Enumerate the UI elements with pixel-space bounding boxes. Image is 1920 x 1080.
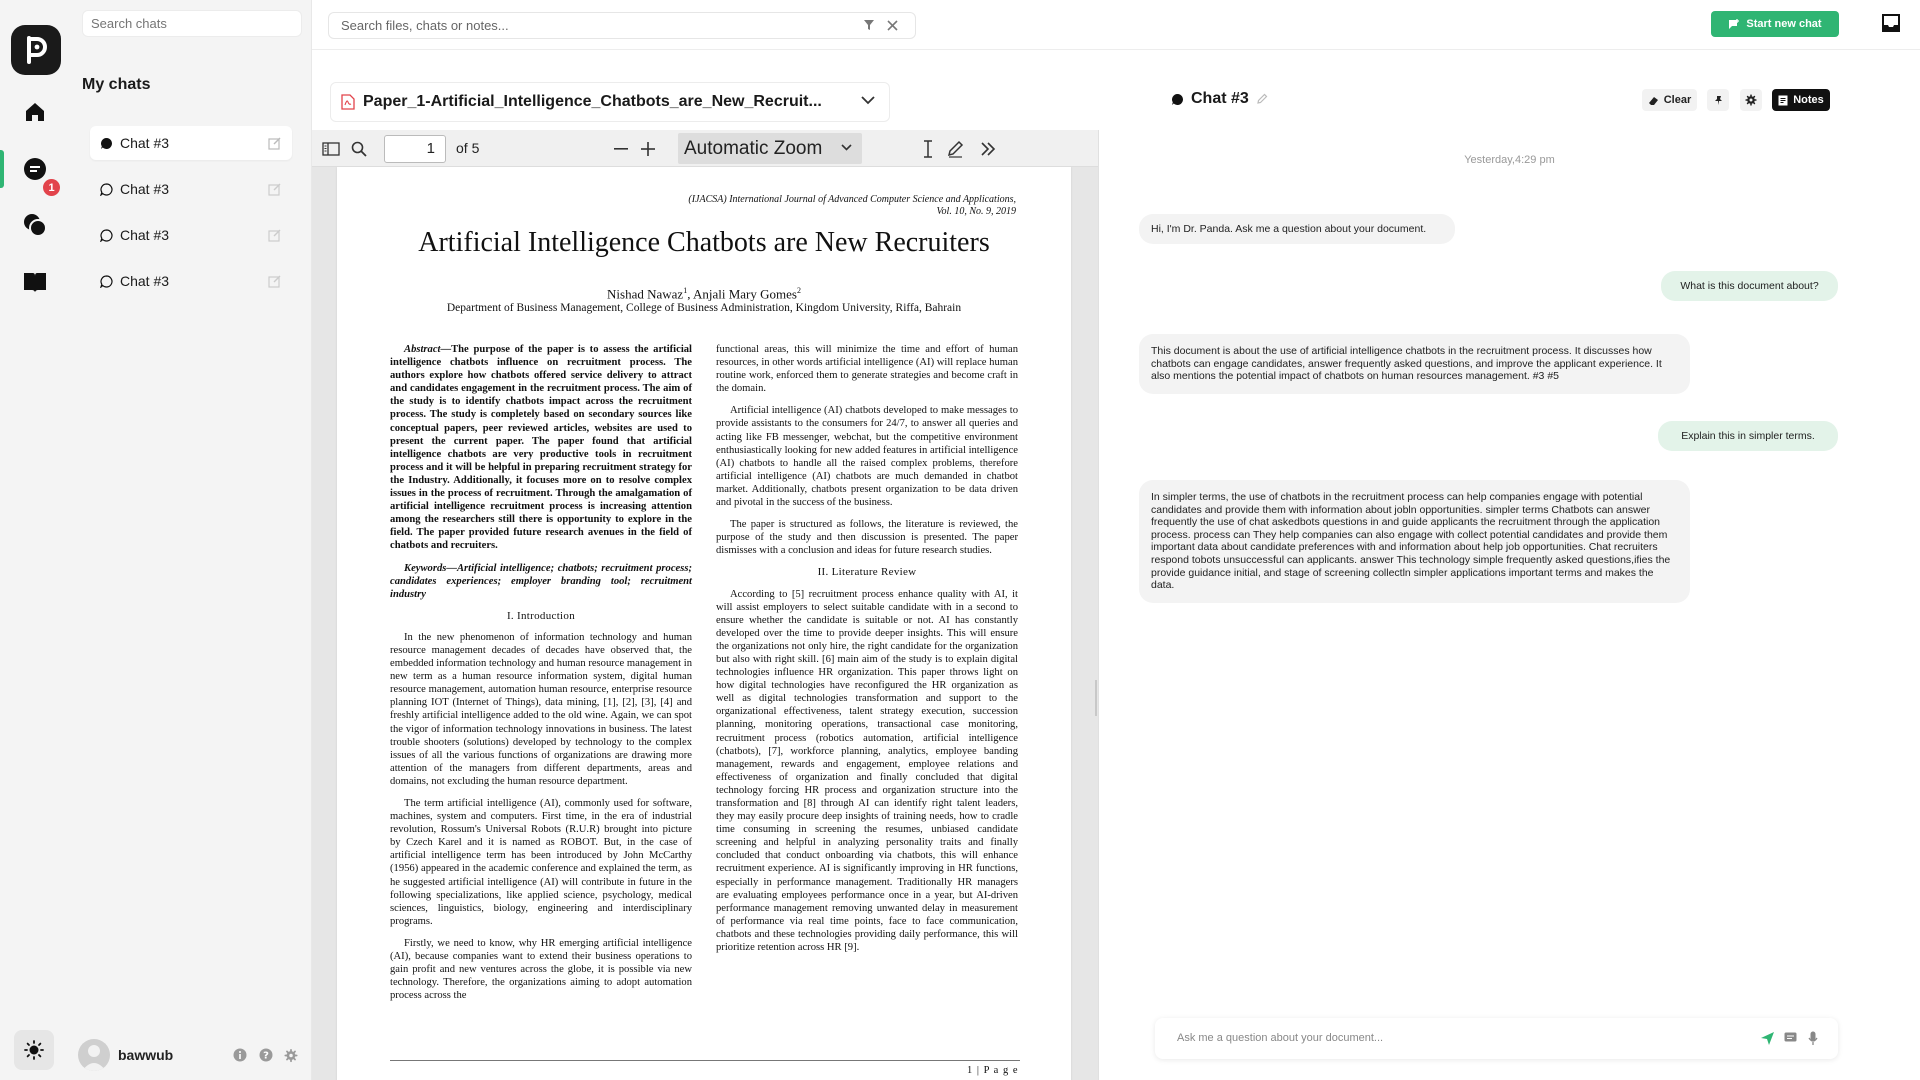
edit-icon[interactable] <box>268 136 282 150</box>
chat-list-item[interactable] <box>90 218 292 252</box>
global-search-input[interactable] <box>328 12 916 39</box>
document-title: Paper_1-Artificial_Intelligence_Chatbots_are_New_Recruit... <box>363 93 822 110</box>
keywords-text: —Artificial intelligence; chatbots; recruitment process; candidates experiences; employer branding tool; recruitment industry <box>390 562 692 600</box>
chat-bubble-icon <box>100 229 113 242</box>
chat-item-label: Chat #3 <box>120 227 170 243</box>
chat-bubble-icon <box>100 137 113 150</box>
chevron-down-icon <box>841 144 852 151</box>
page-number-input[interactable]: 1 <box>384 135 446 163</box>
avatar[interactable] <box>78 1039 110 1071</box>
abstract <box>390 343 692 553</box>
home-icon[interactable] <box>16 93 54 131</box>
section-heading: I. Introduction <box>506 609 576 622</box>
top-bar <box>312 0 1920 50</box>
journal-line: (IJACSA) International Journal of Advanced Computer Science and Applications, <box>688 194 1016 205</box>
user-profile-row <box>70 1030 312 1080</box>
chat-title: Chat #3 <box>1191 90 1249 107</box>
paper-column-left <box>390 343 692 1011</box>
pdf-page <box>337 167 1071 1080</box>
my-chats-heading: My chats <box>82 76 151 93</box>
chat-settings-button[interactable] <box>1740 89 1762 111</box>
icon-rail <box>0 0 70 1080</box>
bot-message: In simpler terms, the use of chatbots in the recruitment process can help companies engage with potential candidates and provide them with information about jobln opportunities. simpler terms Chatbots can answer frequently the use of chat askedbots questions in and guide applicants the recruitment through the application process. process can They help companies can also engage with collect potential candidates and provide them important data about candidate preferences with and information about help job opportunities. Chat recruiters respond tobots unsuccessful can applicants. answer This technology simple frequently asked questions,ifies the provide guidance initial, and stage of screening collectln simpler applications important terms and makes the data. <box>1139 480 1690 603</box>
info-icon[interactable] <box>233 1048 247 1062</box>
filter-icon[interactable] <box>863 19 875 31</box>
text-select-icon[interactable] <box>918 139 938 159</box>
chevron-down-icon <box>861 96 875 105</box>
pin-icon <box>1713 95 1724 106</box>
chat-list-item[interactable] <box>90 264 292 298</box>
library-book-icon[interactable] <box>16 263 54 301</box>
paragraph: Firstly, we need to know, why HR emerging artificial intelligence (AI), because companies want to extend their business operations to gain profit and new ventures across the globe, it is possible via new technology. Therefore, the organizations aiming to adopt automation process across the <box>390 937 692 1002</box>
message-timestamp: Yesterday,4:29 pm <box>1464 154 1555 166</box>
chat-item-label: Chat #3 <box>120 135 170 151</box>
rail-active-indicator <box>0 150 4 188</box>
settings-gear-icon[interactable] <box>284 1048 298 1062</box>
search-chats-input[interactable] <box>82 10 302 37</box>
message-template-icon[interactable] <box>1784 1032 1797 1044</box>
paragraph: Artificial intelligence (AI) chatbots developed to make messages to provide assistants to the consumers for 24/7, to answer all queries and acting like FB messenger, webchat, but the competitive environment enthusiastically looking for new added features in artificial intelligence (AI) chatbots to handle all the raised complex problems, therefore artificial intelligence (AI) chatbots are much demanded in chatbot market. Additionally, chatbots present organization to be data driven and pivotal in the success of the business. <box>716 405 1018 509</box>
pdf-viewer[interactable] <box>312 167 1098 1080</box>
chat-pane <box>1099 50 1920 1080</box>
paragraph: According to [5] recruitment process enhance quality with AI, it will assist employers to select suitable candidate with in a second to ensure whether the candidate is suitable or not. AI has constantly developed over the time to provide deeper insights. This will ensure the organizations not only hire, the right candidate for the organization but also with right skill. [6] main aim of the study is to explain digital technologies influence HR organization. This paper throws light on how digital technologies have reconfigured the HR organization as well as digital technologies transformation and support to the organizational effectiveness, talent strategy execution, succession planning, monitoring operations, transactional case monitoring, recruitment process (robotics automation, artificial intelligence (chatbots), [7], workforce planning, analytics, employee banding management, rewards and engagement, employee relations and effectiveness of organization and finally concluded that digital technology forcing HR process and organization structure into the transformation and [8] through AI can identify right talent leaders, they may easily procure deep insights of training needs, how to cradle time consuming in screening the resumes, unbiased candidate screening and helpful in analyzing personality traits and finally concluded that conduct onboarding via chatbots, this will enhance recruitment experience. AI is significantly improving in HR functions, especially in performance management. Traditionally HR managers are evaluating employees performance once in a year, but AI-driven performance management removing unwanted delay in measurement of performance via real time points, face to face communication, chatbots and these technologies providing daily performance, this will prioritize retention across HR [9]. <box>716 588 1018 954</box>
chat-bubble-icon <box>100 275 113 288</box>
chat-sidebar <box>70 0 312 1080</box>
author-text: Nishad Nawaz <box>607 286 684 302</box>
notes-button[interactable] <box>1772 89 1830 111</box>
chat-item-label: Chat #3 <box>120 273 170 289</box>
clear-label: Clear <box>1663 94 1692 106</box>
close-icon[interactable] <box>887 20 898 31</box>
paper-column-right <box>716 343 1018 963</box>
username: bawwub <box>118 1047 174 1063</box>
pdf-file-icon <box>341 94 355 110</box>
zoom-value: Automatic Zoom <box>684 138 823 159</box>
zoom-out-icon[interactable] <box>611 139 631 159</box>
chat-list-item[interactable] <box>90 172 292 206</box>
paper-title: Artificial Intelligence Chatbots are New Recruiters <box>418 227 990 258</box>
paper-affiliation: Department of Business Management, College of Business Administration, Kingdom University, Riffa, Bahrain <box>446 302 962 314</box>
footer-rule <box>390 1060 1020 1061</box>
paragraph: The term artificial intelligence (AI), commonly used for software, machines, system and computers. First time, in the era of industrial revolution, Rossum's Universal Robots (R.U.R) brought into picture by Czech Karel and it is named as ROBOT. But, in the case of artificial intelligence term has been introduced by John McCarthy (1956) appeared in the academic conference and explained the term, as he suggested artificial intelligence (AI) will contribute in future in the following specializations, like applied science, psychology, medical sciences, linguistics, biology, engineering and interdisciplinary programs. <box>390 798 692 927</box>
pdf-toolbar <box>312 130 1098 167</box>
logo-icon <box>21 34 51 66</box>
edit-icon[interactable] <box>268 274 282 288</box>
edit-icon[interactable] <box>268 228 282 242</box>
chat-bubble-icon <box>100 183 113 196</box>
chat-bubble-icon <box>1171 93 1184 106</box>
page-footer-number: 1 | P a g e <box>967 1065 1019 1076</box>
paragraph: In the new phenomenon of information technology and human resource management decades of decades have observed that, the embedded information technology and human resource management in new term as a human resource information system, digital human resource management, automation human resource, enterprise resource planning IOT (Internet of Things), data mining, [1], [2], [3], [4] and freshly artificial intelligence added to the old wine. Again, we can spot the vigor of information technology innovations in business. The latest trouble shooters (solutions) developed by technology to the complex issues of all the various functions of organizations are drawing more attention of the managers from different departments, areas and domains, not excluding the human resource department. <box>390 631 692 787</box>
help-icon[interactable] <box>259 1048 273 1062</box>
sidebar-toggle-icon[interactable] <box>321 139 341 159</box>
notes-icon <box>1778 95 1788 106</box>
zoom-select[interactable] <box>678 133 862 164</box>
eraser-icon <box>1648 95 1659 106</box>
abstract-text: —The purpose of the paper is to assess the artificial intelligence chatbots influence on recruitment process. The authors explore how chatbots offered service delivery to attract and candidates engagement in the recruitment process. The aim of the study is to identify chatbots impact across the recruitment process. The study is completely based on secondary sources like conceptual papers, peer reviewed articles, websites are used to present the current paper. The paper found that artificial intelligence chatbots are very productive tools in recruitment process and it will be helpful in preparing recruitment strategy for the Industry. Additionally, it focuses more on to resolve complex issues in the process of recruitment. Through the amalgamation of artificial intelligence recruitment process is increasing attention among the researchers still there is opportunity to explore in the field. The paper provided future research avenues in the field of chatbots and recruiters. <box>390 344 692 552</box>
microphone-icon[interactable] <box>1808 1031 1818 1046</box>
chat-input-placeholder: Ask me a question about your document... <box>1177 1032 1384 1044</box>
user-message: What is this document about? <box>1661 271 1838 301</box>
app-logo[interactable] <box>11 25 61 75</box>
new-chat-icon <box>1728 19 1740 30</box>
paragraph: functional areas, this will minimize the time and effort of human resources, in other words artificial intelligence (AI) will replace human routine work, enforced them to generate strategies and become craft in the domain. <box>716 344 1018 395</box>
notes-label: Notes <box>1793 94 1824 106</box>
pin-button[interactable] <box>1707 89 1729 111</box>
journal-header <box>688 194 1016 218</box>
chat-item-label: Chat #3 <box>120 181 170 197</box>
start-new-chat-label: Start new chat <box>1746 18 1822 30</box>
chat-header <box>1171 90 1268 108</box>
svg-text:?: ? <box>263 1050 269 1062</box>
user-message: Explain this in simpler terms. <box>1658 421 1838 451</box>
abstract-lead: Abstract <box>404 344 441 355</box>
section-heading: II. Literature Review <box>817 566 917 579</box>
sun-icon <box>24 1040 44 1060</box>
document-pane <box>312 50 1098 1080</box>
keywords <box>390 562 692 601</box>
bot-message: This document is about the use of artificial intelligence chatbots in the recruitment process. It discusses how chatbots can engage candidates, answer frequently asked questions, and improve the applicant experience. It also mentions the potential impact of chatbots on human resources management. #3 #5 <box>1139 334 1690 394</box>
journal-line: Vol. 10, No. 9, 2019 <box>936 206 1016 217</box>
find-search-icon[interactable] <box>349 139 369 159</box>
chat-message-input[interactable] <box>1155 1018 1838 1059</box>
gear-icon <box>1745 94 1757 106</box>
paper-authors <box>337 286 1071 302</box>
inbox-icon[interactable] <box>1881 13 1901 33</box>
start-new-chat-button[interactable] <box>1711 11 1839 37</box>
double-chevron-right-icon[interactable] <box>978 139 998 159</box>
page-total: of 5 <box>456 140 480 156</box>
chat-list-item[interactable] <box>90 126 292 160</box>
notification-badge: 1 <box>43 179 60 196</box>
author-text: , Anjali Mary Gomes <box>687 286 797 302</box>
author-superscript: 2 <box>796 286 801 295</box>
clear-button[interactable] <box>1642 89 1697 111</box>
keywords-lead: Keywords <box>404 562 447 574</box>
paragraph: The paper is structured as follows, the literature is reviewed, the purpose of the study and then discussion is presented. The paper dismisses with a conclusion and ideas for future research studies. <box>716 519 1018 557</box>
zoom-in-icon[interactable] <box>638 139 658 159</box>
global-search-placeholder: Search files, chats or notes... <box>341 18 509 33</box>
draw-pen-icon[interactable] <box>945 139 965 159</box>
multi-chat-icon[interactable] <box>16 206 54 244</box>
theme-toggle-button[interactable] <box>14 1030 54 1070</box>
document-selector[interactable] <box>330 82 890 122</box>
rename-pencil-icon[interactable] <box>1256 93 1268 105</box>
edit-icon[interactable] <box>268 182 282 196</box>
author-superscript: 1 <box>683 286 688 295</box>
send-icon[interactable] <box>1760 1031 1775 1046</box>
bot-message: Hi, I'm Dr. Panda. Ask me a question about your document. <box>1139 214 1455 244</box>
